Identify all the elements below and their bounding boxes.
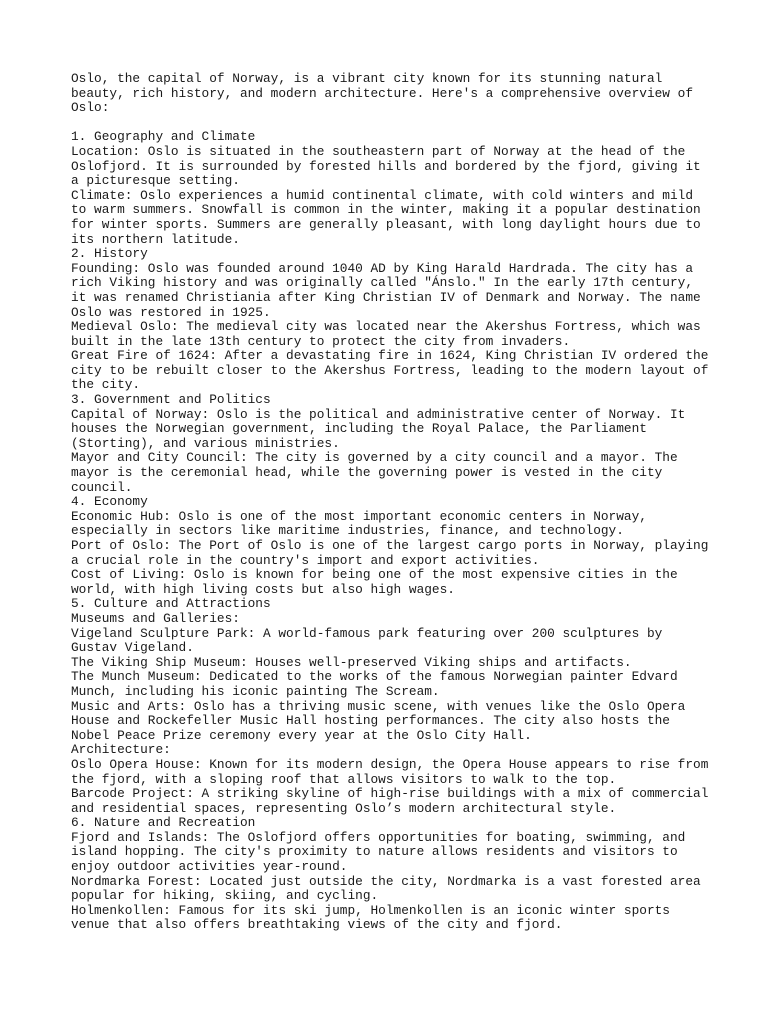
text-line: beauty, rich history, and modern architecture. Here's a comprehensive overview of (71, 85, 694, 101)
text-line: Barcode Project: A striking skyline of high-rise buildings with a mix of commercial (71, 786, 709, 802)
text-line: Holmenkollen: Famous for its ski jump, Holmenkollen is an iconic winter sports (71, 902, 670, 918)
text-line: it was renamed Christiania after King Christian IV of Denmark and Norway. The name (71, 289, 701, 305)
text-line: Medieval Oslo: The medieval city was located near the Akershus Fortress, which was (71, 319, 701, 335)
text-line: 6. Nature and Recreation (71, 815, 256, 831)
text-line: Mayor and City Council: The city is governed by a city council and a mayor. The (71, 450, 678, 466)
text-line: 4. Economy (71, 494, 148, 510)
text-line: built in the late 13th century to protect the city from invaders. (71, 333, 571, 349)
text-line: especially in sectors like maritime industries, finance, and technology. (71, 523, 624, 539)
text-line: enjoy outdoor activities year-round. (71, 859, 348, 875)
text-line: its northern latitude. (71, 231, 240, 247)
text-line: the fjord, with a sloping roof that allows visitors to walk to the top. (71, 771, 617, 787)
text-line: Munch, including his iconic painting The Scream. (71, 683, 440, 699)
text-line: Nordmarka Forest: Located just outside the city, Nordmarka is a vast forested area (71, 873, 701, 889)
text-line: Cost of Living: Oslo is known for being one of the most expensive cities in the (71, 567, 678, 583)
text-line: and residential spaces, representing Oslo’s modern architectural style. (71, 800, 617, 816)
text-line: Museums and Galleries: (71, 610, 240, 626)
text-line: 2. History (71, 246, 148, 262)
text-line: Oslo: (71, 100, 110, 116)
text-line: Architecture: (71, 742, 171, 758)
text-line: Capital of Norway: Oslo is the political and administrative center of Norway. It (71, 406, 686, 422)
text-line: world, with high living costs but also high wages. (71, 581, 455, 597)
text-line: houses the Norwegian government, including the Royal Palace, the Parliament (71, 421, 647, 437)
text-line: mayor is the ceremonial head, while the governing power is vested in the city (71, 465, 663, 481)
text-line: rich Viking history and was originally called "Ánslo." In the early 17th century, (71, 275, 694, 291)
text-line: Fjord and Islands: The Oslofjord offers opportunities for boating, swimming, and (71, 829, 686, 845)
text-line: Climate: Oslo experiences a humid continental climate, with cold winters and mild (71, 187, 694, 203)
text-line: venue that also offers breathtaking views of the city and fjord. (71, 917, 563, 933)
text-line: Music and Arts: Oslo has a thriving music scene, with venues like the Oslo Opera (71, 698, 686, 714)
text-line: Oslo Opera House: Known for its modern design, the Opera House appears to rise from (71, 756, 709, 772)
text-line: a crucial role in the country's import and export activities. (71, 552, 540, 568)
text-line: popular for hiking, skiing, and cycling. (71, 888, 379, 904)
text-line: 3. Government and Politics (71, 392, 271, 408)
text-line: Great Fire of 1624: After a devastating fire in 1624, King Christian IV ordered the (71, 348, 709, 364)
text-line: council. (71, 479, 133, 495)
text-line: The Viking Ship Museum: Houses well-preserved Viking ships and artifacts. (71, 654, 632, 670)
text-line: Location: Oslo is situated in the southeastern part of Norway at the head of the (71, 143, 686, 159)
text-line: a picturesque setting. (71, 173, 240, 189)
text-line: Nobel Peace Prize ceremony every year at the Oslo City Hall. (71, 727, 532, 743)
text-line: (Storting), and various ministries. (71, 435, 340, 451)
text-line: for winter sports. Summers are generally pleasant, with long daylight hours due to (71, 216, 701, 232)
text-line: Founding: Oslo was founded around 1040 AD by King Harald Hardrada. The city has a (71, 260, 694, 276)
text-line: island hopping. The city's proximity to nature allows residents and visitors to (71, 844, 678, 860)
text-line: House and Rockefeller Music Hall hosting performances. The city also hosts the (71, 713, 670, 729)
text-line: 1. Geography and Climate (71, 129, 256, 145)
text-line: the city. (71, 377, 141, 393)
text-line: The Munch Museum: Dedicated to the works of the famous Norwegian painter Edvard (71, 669, 678, 685)
text-line: Oslo, the capital of Norway, is a vibrant city known for its stunning natural (71, 71, 663, 86)
text-line: Oslofjord. It is surrounded by forested hills and bordered by the fjord, giving it (71, 158, 701, 174)
text-line: to warm summers. Snowfall is common in the winter, making it a popular destination (71, 202, 701, 218)
text-line: Economic Hub: Oslo is one of the most important economic centers in Norway, (71, 508, 647, 524)
text-line: Oslo was restored in 1925. (71, 304, 271, 320)
text-line: city to be rebuilt closer to the Akershus Fortress, leading to the modern layout of (71, 362, 709, 378)
text-line: Vigeland Sculpture Park: A world-famous park featuring over 200 sculptures by (71, 625, 663, 641)
text-line: 5. Culture and Attractions (71, 596, 271, 612)
document-text (71, 72, 711, 933)
text-line: Port of Oslo: The Port of Oslo is one of the largest cargo ports in Norway, playing (71, 538, 709, 553)
text-line (71, 116, 711, 131)
text-line: Gustav Vigeland. (71, 640, 194, 656)
